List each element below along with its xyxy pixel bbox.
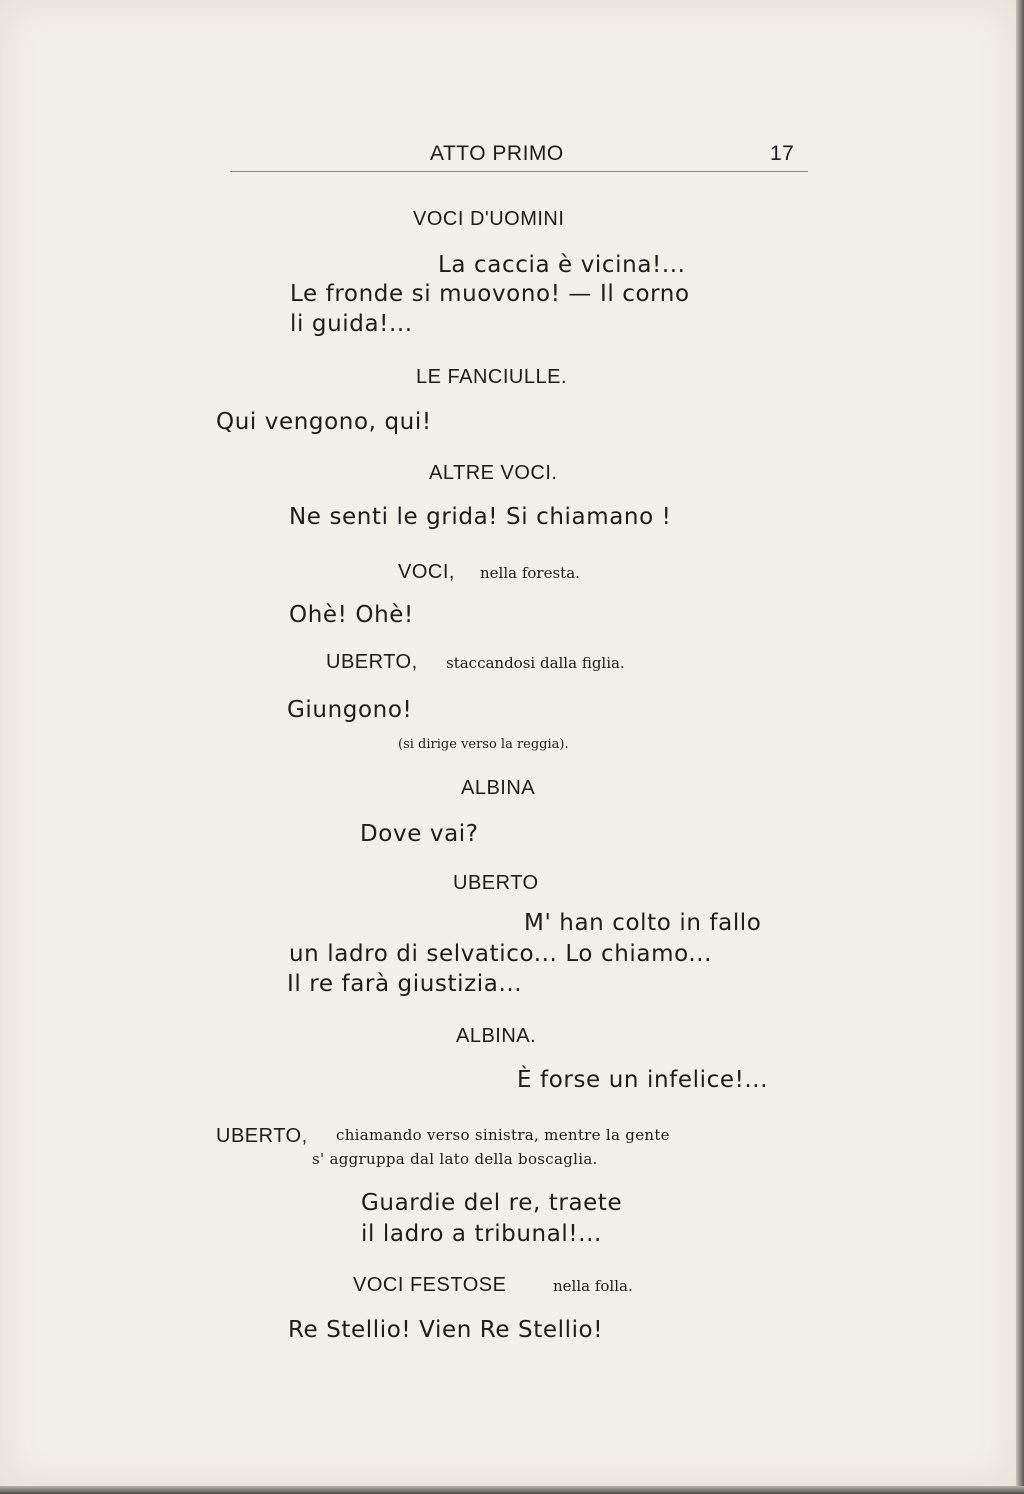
verse-line: Ohè! Ohè! — [289, 602, 414, 628]
running-title: ATTO PRIMO — [430, 142, 564, 165]
verse-line: Il re farà giustizia... — [287, 971, 523, 997]
verse-line: Ne senti le grida! Si chiamano ! — [289, 504, 672, 530]
verse-line: il ladro a tribunal!... — [361, 1221, 602, 1247]
verse-line: M' han colto in fallo — [524, 910, 762, 936]
speaker-heading: ALTRE VOCI. — [429, 462, 558, 484]
speaker-heading: UBERTO — [453, 872, 539, 894]
stage-direction: (si dirige verso la reggia). — [398, 737, 569, 752]
verse-line: li guida!... — [290, 311, 413, 337]
verse-line: Re Stellio! Vien Re Stellio! — [288, 1317, 604, 1343]
speaker-heading: ALBINA — [461, 777, 536, 799]
verse-line: un ladro di selvatico... Lo chiamo... — [289, 941, 713, 967]
stage-direction: chiamando verso sinistra, mentre la gente — [336, 1126, 670, 1144]
stage-direction: nella folla. — [553, 1277, 633, 1295]
verse-line: Qui vengono, qui! — [216, 409, 432, 435]
stage-direction: s' aggruppa dal lato della boscaglia. — [312, 1150, 598, 1168]
speaker-heading: UBERTO, — [326, 651, 418, 673]
speaker-heading: VOCI FESTOSE — [353, 1274, 507, 1296]
verse-line: È forse un infelice!... — [517, 1067, 769, 1093]
speaker-heading: ALBINA. — [456, 1025, 537, 1047]
speaker-heading: VOCI, — [398, 561, 455, 583]
verse-line: Guardie del re, traete — [361, 1190, 623, 1216]
speaker-heading: UBERTO, — [216, 1125, 308, 1147]
verse-line: Giungono! — [287, 697, 413, 723]
stage-direction: staccandosi dalla figlia. — [446, 654, 625, 672]
stage-direction: nella foresta. — [480, 564, 580, 582]
speaker-heading: VOCI D'UOMINI — [413, 208, 565, 230]
speaker-heading: LE FANCIULLE. — [416, 366, 568, 388]
verse-line: La caccia è vicina!... — [438, 252, 686, 278]
page-edge-shadow — [0, 1486, 1024, 1494]
header-rule — [230, 171, 808, 172]
verse-line: Dove vai? — [360, 821, 479, 847]
page-number: 17 — [770, 142, 795, 165]
verse-line: Le fronde si muovono! — Il corno — [290, 281, 690, 307]
page-edge-shadow — [1016, 0, 1024, 1494]
